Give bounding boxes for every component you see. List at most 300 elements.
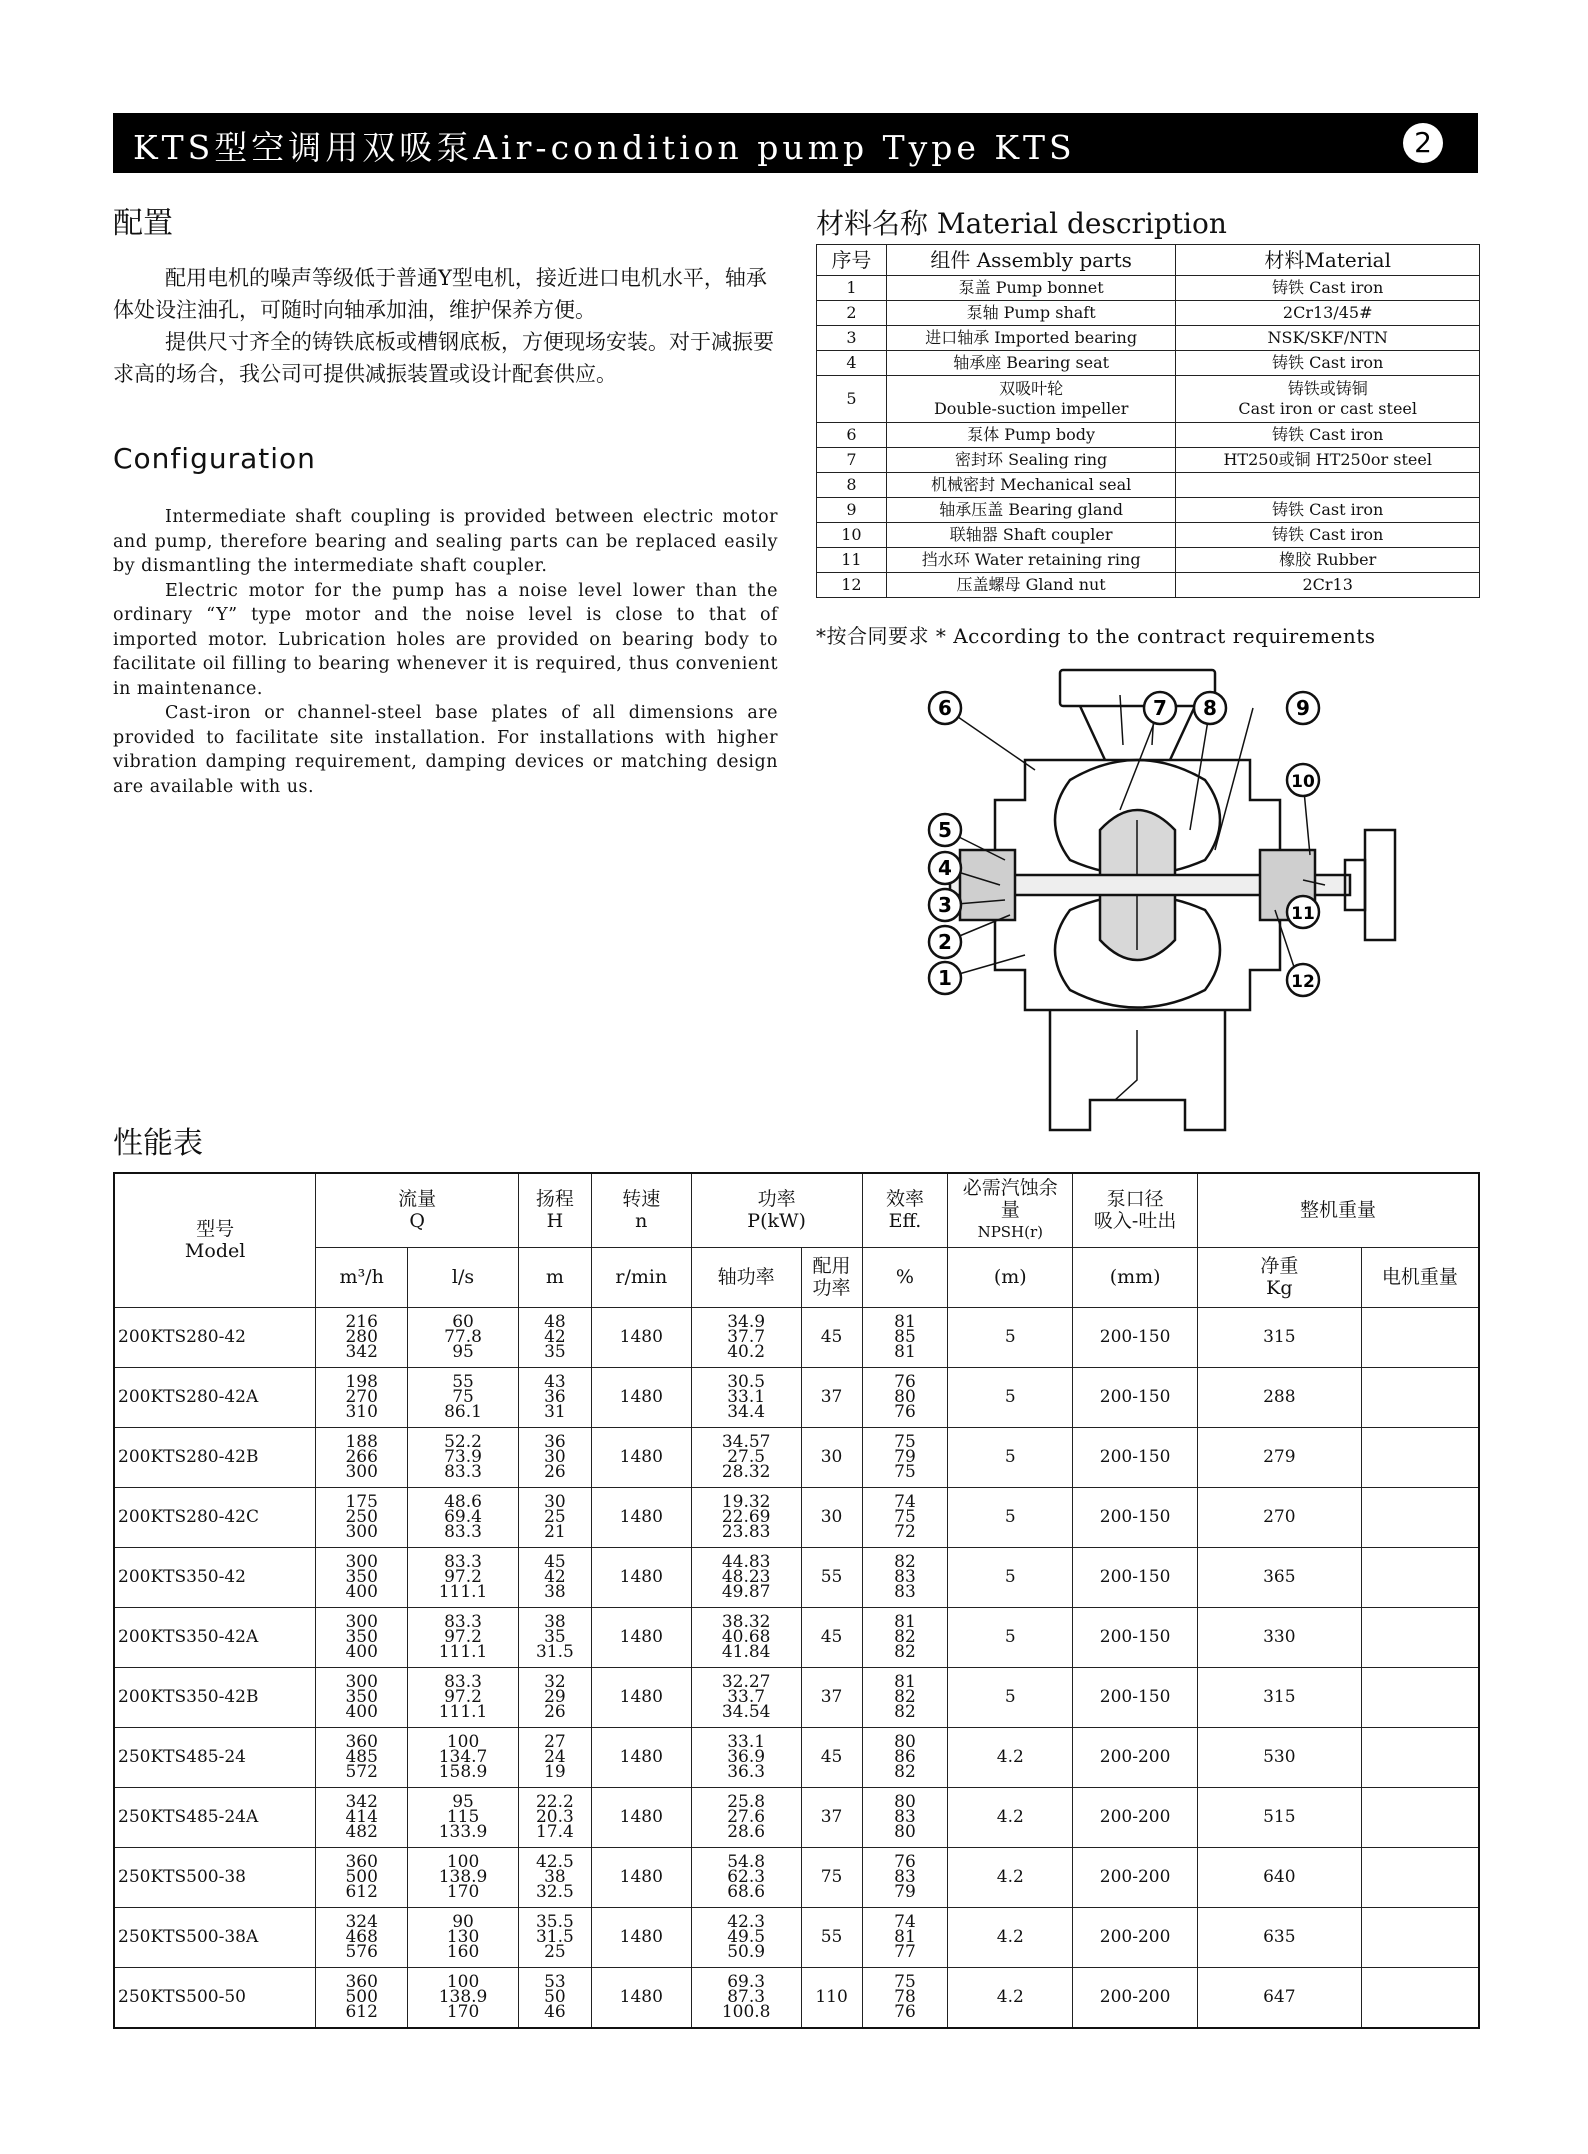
th-unit-npsh: (m): [948, 1247, 1073, 1307]
th-unit-rpm: r/min: [591, 1247, 691, 1307]
svg-text:10: 10: [1291, 772, 1315, 792]
cell-motor-weight: [1361, 1487, 1479, 1547]
cell-flow-ls-value: 111.1: [438, 1581, 488, 1602]
cell-efficiency-value: 74: [894, 1491, 916, 1512]
cell-npsh: 4.2: [948, 1907, 1073, 1967]
cell-head: [518, 1607, 591, 1667]
cell-flow-m3h-value: 300: [345, 1461, 378, 1482]
cell-shaft-power-value: 30.5: [727, 1371, 766, 1392]
cell-head-value: 35: [544, 1626, 566, 1647]
table-row: [817, 351, 1480, 376]
callout-12: [1287, 964, 1319, 996]
cell-model: 200KTS280-42C: [114, 1487, 316, 1547]
cell-shaft-power-value: 68.6: [727, 1881, 766, 1902]
cell-no: 11: [817, 548, 887, 573]
cell-port: 200-200: [1073, 1967, 1198, 2028]
cell-shaft-power-value: 28.6: [727, 1821, 766, 1842]
table-row: [114, 1667, 1479, 1727]
cell-flow-ls-value: 83.3: [444, 1611, 482, 1632]
cell-model: 200KTS350-42A: [114, 1607, 316, 1667]
cell-flow-m3h-value: 572: [345, 1761, 378, 1782]
cell-shaft-power-value: 25.8: [727, 1791, 766, 1812]
th-head: 扬程 H: [518, 1173, 591, 1247]
svg-text:6: 6: [938, 696, 952, 720]
cell-shaft-power-value: 36.9: [727, 1746, 766, 1767]
cell-head: [518, 1847, 591, 1907]
cell-net-weight: 330: [1198, 1607, 1362, 1667]
table-row: [817, 326, 1480, 351]
cell-flow-m3h-value: 400: [345, 1701, 378, 1722]
cell-head-value: 20.3: [535, 1806, 574, 1827]
config-cn-heading: 配置: [113, 206, 173, 241]
cell-net-weight: 315: [1198, 1307, 1362, 1367]
cn-paragraph: 提供尺寸齐全的铸铁底板或槽钢底板，方便现场安装。对于减振要求高的场合，我公司可提供减振装置或设计配套供应。: [113, 330, 774, 386]
cell-speed: 1480: [591, 1787, 691, 1847]
cell-motor-power: 45: [801, 1727, 862, 1787]
cell-efficiency-value: 76: [894, 1851, 916, 1872]
cell-flow-m3h: [316, 1547, 408, 1607]
cell-part: 机械密封 Mechanical seal: [886, 473, 1176, 498]
cell-shaft-power-value: 19.32: [721, 1491, 771, 1512]
cell-flow-m3h-value: 400: [345, 1641, 378, 1662]
cell-speed: 1480: [591, 1907, 691, 1967]
materials-heading: 材料名称 Material description: [816, 207, 1227, 240]
cell-flow-ls-value: 83.3: [444, 1461, 482, 1482]
cell-efficiency-value: 85: [894, 1326, 916, 1347]
cell-port: 200-200: [1073, 1847, 1198, 1907]
cn-paragraph: 配用电机的噪声等级低于普通Y型电机，接近进口电机水平，轴承体处设注油孔，可随时向轴承加油，维护保养方便。: [113, 266, 767, 322]
table-row: [817, 498, 1480, 523]
cell-material: [1176, 376, 1480, 423]
cell-model: 250KTS485-24A: [114, 1787, 316, 1847]
part-cn: 双吸叶轮: [999, 379, 1064, 398]
cell-motor-power: 55: [801, 1907, 862, 1967]
cell-head-value: 30: [544, 1446, 566, 1467]
th-npsh: 必需汽蚀余量 NPSH(r): [948, 1173, 1073, 1247]
cell-efficiency-value: 76: [894, 2001, 916, 2022]
cell-flow-m3h-value: 468: [345, 1926, 378, 1947]
config-en-heading: Configuration: [113, 442, 316, 475]
cell-flow-ls-value: 134.7: [438, 1746, 488, 1767]
cell-flow-m3h-value: 360: [345, 1731, 378, 1752]
cell-head: [518, 1427, 591, 1487]
cell-flow-m3h-value: 360: [345, 1971, 378, 1992]
th-speed: 转速 n: [591, 1173, 691, 1247]
cell-flow-ls-value: 90: [452, 1911, 474, 1932]
en-paragraph: Cast-iron or channel-steel base plates of all dimensions are provided to facilitate site installation. For installations with higher vibration damping requirement, damping devices or matching design are available with us.: [113, 703, 778, 797]
cell-efficiency-value: 74: [894, 1911, 916, 1932]
cell-flow-m3h-value: 350: [345, 1626, 378, 1647]
cell-efficiency-value: 81: [894, 1926, 916, 1947]
svg-text:5: 5: [938, 818, 952, 842]
cell-efficiency: [862, 1907, 948, 1967]
svg-text:11: 11: [1291, 904, 1315, 924]
cell-efficiency-value: 86: [894, 1746, 916, 1767]
cell-port: 200-150: [1073, 1427, 1198, 1487]
cell-flow-ls-value: 60: [452, 1311, 474, 1332]
th-flow: 流量 Q: [316, 1173, 519, 1247]
part-en: Double-suction impeller: [933, 399, 1129, 418]
cell-head-value: 45: [544, 1551, 566, 1572]
col-header: 组件 Assembly parts: [886, 245, 1176, 276]
cell-flow-ls-value: 83.3: [444, 1521, 482, 1542]
cell-model: 250KTS500-38: [114, 1847, 316, 1907]
cell-efficiency-value: 76: [894, 1401, 916, 1422]
th-model: 型号 Model: [114, 1173, 316, 1307]
cell-speed: 1480: [591, 1967, 691, 2028]
cell-flow-ls: [408, 1307, 519, 1367]
table-row: [114, 1727, 1479, 1787]
cell-material: 铸铁 Cast iron: [1176, 276, 1480, 301]
cell-shaft-power: [691, 1367, 801, 1427]
cell-port: 200-150: [1073, 1607, 1198, 1667]
cell-efficiency-value: 82: [894, 1761, 916, 1782]
material-cn: 铸铁或铸铜: [1287, 379, 1368, 398]
cell-flow-ls-value: 130: [446, 1926, 480, 1947]
cell-flow-m3h: [316, 1727, 408, 1787]
th-unit-pct: %: [862, 1247, 948, 1307]
cell-shaft-power: [691, 1427, 801, 1487]
cell-efficiency: [862, 1487, 948, 1547]
cell-model: 250KTS485-24: [114, 1727, 316, 1787]
cell-flow-m3h: [316, 1307, 408, 1367]
cell-efficiency-value: 81: [894, 1341, 916, 1362]
cell-flow-ls-value: 48.6: [444, 1491, 482, 1512]
cell-flow-m3h-value: 342: [345, 1791, 378, 1812]
svg-text:7: 7: [1153, 696, 1167, 720]
cell-efficiency: [862, 1547, 948, 1607]
material-en: Cast iron or cast steel: [1238, 399, 1417, 418]
cell-motor-weight: [1361, 1787, 1479, 1847]
cell-shaft-power-value: 33.1: [727, 1386, 766, 1407]
cell-efficiency-value: 75: [894, 1431, 916, 1452]
cell-efficiency-value: 82: [894, 1686, 916, 1707]
cell-head-value: 35.5: [535, 1911, 574, 1932]
cell-motor-weight: [1361, 1667, 1479, 1727]
cell-shaft-power-value: 44.83: [721, 1551, 771, 1572]
cell-shaft-power: [691, 1967, 801, 2028]
table-row: [817, 376, 1480, 423]
cell-flow-ls-value: 170: [446, 1881, 480, 1902]
cell-flow-ls: [408, 1727, 519, 1787]
cell-head-value: 29: [544, 1686, 566, 1707]
cell-motor-weight: [1361, 1307, 1479, 1367]
cell-shaft-power-value: 33.7: [727, 1686, 766, 1707]
cell-no: 3: [817, 326, 887, 351]
cell-shaft-power: [691, 1847, 801, 1907]
cell-flow-m3h-value: 612: [345, 2001, 378, 2022]
cell-shaft-power: [691, 1787, 801, 1847]
cell-head-value: 38: [544, 1866, 566, 1887]
cell-net-weight: 288: [1198, 1367, 1362, 1427]
cell-shaft-power-value: 48.23: [721, 1566, 771, 1587]
cell-motor-weight: [1361, 1427, 1479, 1487]
page-header: [113, 113, 1478, 173]
cell-speed: 1480: [591, 1307, 691, 1367]
cell-efficiency: [862, 1727, 948, 1787]
cell-npsh: 4.2: [948, 1847, 1073, 1907]
cell-speed: 1480: [591, 1607, 691, 1667]
cell-speed: 1480: [591, 1367, 691, 1427]
cell-shaft-power-value: 49.5: [727, 1926, 766, 1947]
cell-net-weight: 270: [1198, 1487, 1362, 1547]
cell-no: 12: [817, 573, 887, 598]
table-row: [114, 1967, 1479, 2028]
cell-head-value: 31.5: [535, 1926, 574, 1947]
cell-motor-power: 37: [801, 1667, 862, 1727]
cell-part: 轴承座 Bearing seat: [886, 351, 1176, 376]
cell-speed: 1480: [591, 1427, 691, 1487]
cell-head-value: 31: [544, 1401, 566, 1422]
cell-shaft-power: [691, 1307, 801, 1367]
cell-flow-m3h-value: 414: [345, 1806, 378, 1827]
cell-head: [518, 1547, 591, 1607]
cell-efficiency-value: 82: [894, 1701, 916, 1722]
cell-flow-m3h-value: 324: [345, 1911, 378, 1932]
cell-material: 2Cr13: [1176, 573, 1480, 598]
cell-part: 泵体 Pump body: [886, 423, 1176, 448]
cell-flow-m3h-value: 612: [345, 1881, 378, 1902]
cell-motor-power: 45: [801, 1607, 862, 1667]
cell-port: 200-200: [1073, 1787, 1198, 1847]
cell-flow-m3h-value: 350: [345, 1566, 378, 1587]
cell-shaft-power-value: 34.57: [721, 1431, 771, 1452]
cell-motor-weight: [1361, 1727, 1479, 1787]
cell-shaft-power-value: 42.3: [727, 1911, 766, 1932]
cell-npsh: 4.2: [948, 1727, 1073, 1787]
cell-head: [518, 1367, 591, 1427]
cell-part: 轴承压盖 Bearing gland: [886, 498, 1176, 523]
cell-part: 密封环 Sealing ring: [886, 448, 1176, 473]
cell-flow-ls-value: 83.3: [444, 1551, 482, 1572]
cell-flow-ls-value: 100: [446, 1971, 480, 1992]
cell-efficiency-value: 83: [894, 1806, 916, 1827]
cell-efficiency-value: 81: [894, 1611, 916, 1632]
cell-shaft-power: [691, 1667, 801, 1727]
cell-flow-m3h-value: 310: [345, 1401, 378, 1422]
cell-flow-m3h-value: 350: [345, 1686, 378, 1707]
table-row: [817, 301, 1480, 326]
cell-efficiency: [862, 1307, 948, 1367]
cell-net-weight: 365: [1198, 1547, 1362, 1607]
cell-model: 200KTS280-42B: [114, 1427, 316, 1487]
cell-flow-ls-value: 111.1: [438, 1701, 488, 1722]
cell-port: 200-200: [1073, 1907, 1198, 1967]
cell-head-value: 35: [544, 1341, 566, 1362]
cell-net-weight: 279: [1198, 1427, 1362, 1487]
cell-shaft-power-value: 50.9: [727, 1941, 766, 1962]
cell-head-value: 38: [544, 1611, 566, 1632]
cell-port: 200-150: [1073, 1547, 1198, 1607]
cell-efficiency-value: 83: [894, 1866, 916, 1887]
table-row: [817, 573, 1480, 598]
cell-head-value: 25: [544, 1506, 566, 1527]
perf-body: [114, 1307, 1479, 2028]
cell-efficiency-value: 75: [894, 1971, 916, 1992]
cell-motor-power: 37: [801, 1787, 862, 1847]
cell-motor-power: 110: [801, 1967, 862, 2028]
cell-flow-ls-value: 86.1: [444, 1401, 482, 1422]
cell-flow-m3h-value: 188: [345, 1431, 378, 1452]
cell-material: NSK/SKF/NTN: [1176, 326, 1480, 351]
cell-material: 2Cr13/45#: [1176, 301, 1480, 326]
cell-head: [518, 1967, 591, 2028]
cell-flow-ls-value: 69.4: [444, 1506, 482, 1527]
cell-net-weight: 515: [1198, 1787, 1362, 1847]
cell-head-value: 36: [544, 1386, 566, 1407]
th-power: 功率 P(kW): [691, 1173, 862, 1247]
cell-material: 铸铁 Cast iron: [1176, 351, 1480, 376]
cell-flow-ls-value: 55: [452, 1371, 474, 1392]
cell-head: [518, 1727, 591, 1787]
table-row: [114, 1367, 1479, 1427]
materials-header-row: [817, 245, 1480, 276]
cell-flow-m3h: [316, 1667, 408, 1727]
cell-shaft-power-value: 22.69: [721, 1506, 771, 1527]
cell-head-value: 42: [544, 1326, 566, 1347]
cell-flow-m3h-value: 270: [345, 1386, 378, 1407]
cell-flow-ls-value: 95: [452, 1341, 474, 1362]
cell-material: 橡胶 Rubber: [1176, 548, 1480, 573]
cell-flow-ls: [408, 1427, 519, 1487]
cell-efficiency-value: 81: [894, 1311, 916, 1332]
cell-net-weight: 530: [1198, 1727, 1362, 1787]
cell-model: 200KTS350-42B: [114, 1667, 316, 1727]
cell-efficiency-value: 76: [894, 1371, 916, 1392]
table-row: [817, 423, 1480, 448]
cell-flow-ls: [408, 1667, 519, 1727]
cell-npsh: 4.2: [948, 1967, 1073, 2028]
cell-flow-m3h-value: 342: [345, 1341, 378, 1362]
cell-npsh: 5: [948, 1427, 1073, 1487]
cell-head-value: 42.5: [535, 1851, 574, 1872]
svg-text:9: 9: [1296, 696, 1310, 720]
cell-flow-m3h-value: 500: [345, 1986, 378, 2007]
cell-npsh: 5: [948, 1547, 1073, 1607]
cell-efficiency-value: 82: [894, 1551, 916, 1572]
cell-motor-weight: [1361, 1847, 1479, 1907]
cell-efficiency-value: 80: [894, 1791, 916, 1812]
cell-efficiency-value: 83: [894, 1581, 916, 1602]
callout-8: [1194, 692, 1226, 724]
cell-flow-ls-value: 97.2: [444, 1626, 482, 1647]
cell-flow-m3h-value: 266: [345, 1446, 378, 1467]
cell-model: 250KTS500-50: [114, 1967, 316, 2028]
cell-net-weight: 635: [1198, 1907, 1362, 1967]
svg-text:1: 1: [938, 966, 952, 990]
cell-flow-ls: [408, 1607, 519, 1667]
cell-shaft-power-value: 27.6: [727, 1806, 766, 1827]
cell-efficiency-value: 80: [894, 1386, 916, 1407]
cell-no: 9: [817, 498, 887, 523]
cell-efficiency: [862, 1787, 948, 1847]
cell-shaft-power-value: 27.5: [727, 1446, 766, 1467]
cell-flow-m3h: [316, 1847, 408, 1907]
callout-2: [929, 926, 961, 958]
cell-flow-ls-value: 77.8: [444, 1326, 482, 1347]
cell-flow-ls-value: 160: [446, 1941, 480, 1962]
table-row: [817, 523, 1480, 548]
svg-text:8: 8: [1203, 696, 1217, 720]
cell-flow-ls: [408, 1907, 519, 1967]
cell-material: 铸铁 Cast iron: [1176, 498, 1480, 523]
cell-npsh: 5: [948, 1607, 1073, 1667]
cell-flow-m3h-value: 576: [345, 1941, 378, 1962]
cell-flow-ls-value: 138.9: [438, 1866, 488, 1887]
cell-material: 铸铁 Cast iron: [1176, 423, 1480, 448]
cell-part: 压盖螺母 Gland nut: [886, 573, 1176, 598]
table-row: [114, 1547, 1479, 1607]
cell-head: [518, 1907, 591, 1967]
cell-flow-ls-value: 133.9: [438, 1821, 488, 1842]
col-header: 材料Material: [1176, 245, 1480, 276]
cell-part: 联轴器 Shaft coupler: [886, 523, 1176, 548]
cell-flow-ls: [408, 1847, 519, 1907]
cell-motor-power: 55: [801, 1547, 862, 1607]
svg-text:12: 12: [1291, 972, 1315, 992]
cell-head-value: 42: [544, 1566, 566, 1587]
cell-shaft-power-value: 36.3: [727, 1761, 766, 1782]
cell-head: [518, 1307, 591, 1367]
cell-part: 泵盖 Pump bonnet: [886, 276, 1176, 301]
cell-head-value: 27: [544, 1731, 566, 1752]
svg-text:2: 2: [938, 930, 952, 954]
cell-no: 10: [817, 523, 887, 548]
cell-head-value: 38: [544, 1581, 566, 1602]
cell-net-weight: 315: [1198, 1667, 1362, 1727]
cell-head-value: 24: [544, 1746, 566, 1767]
cell-efficiency-value: 82: [894, 1641, 916, 1662]
cell-shaft-power-value: 40.2: [727, 1341, 766, 1362]
cell-port: 200-150: [1073, 1307, 1198, 1367]
table-row: [114, 1307, 1479, 1367]
cell-flow-m3h-value: 300: [345, 1671, 378, 1692]
cell-port: 200-200: [1073, 1727, 1198, 1787]
cell-flow-ls: [408, 1487, 519, 1547]
th-eff: 效率 Eff.: [862, 1173, 948, 1247]
cell-shaft-power-value: 37.7: [727, 1326, 766, 1347]
cell-efficiency-value: 75: [894, 1461, 916, 1482]
th-port: 泵口径 吸入-吐出: [1073, 1173, 1198, 1247]
cell-efficiency-value: 80: [894, 1731, 916, 1752]
cell-head-value: 32: [544, 1671, 566, 1692]
cell-head-value: 31.5: [535, 1641, 574, 1662]
cell-flow-ls-value: 52.2: [444, 1431, 482, 1452]
cell-no: 6: [817, 423, 887, 448]
cell-shaft-power-value: 87.3: [727, 1986, 766, 2007]
cell-motor-weight: [1361, 1607, 1479, 1667]
cell-flow-ls-value: 170: [446, 2001, 480, 2022]
cell-flow-m3h-value: 485: [345, 1746, 378, 1767]
cell-efficiency-value: 80: [894, 1821, 916, 1842]
cell-shaft-power-value: 69.3: [727, 1971, 766, 1992]
cell-efficiency-value: 77: [894, 1941, 916, 1962]
cell-flow-m3h-value: 500: [345, 1866, 378, 1887]
callout-9: [1287, 692, 1319, 724]
cell-speed: 1480: [591, 1547, 691, 1607]
cell-model: 250KTS500-38A: [114, 1907, 316, 1967]
cell-head-value: 26: [544, 1701, 566, 1722]
cell-port: 200-150: [1073, 1367, 1198, 1427]
cell-flow-m3h-value: 300: [345, 1521, 378, 1542]
cell-flow-ls-value: 158.9: [438, 1761, 488, 1782]
cell-shaft-power-value: 38.32: [721, 1611, 771, 1632]
cell-head-value: 17.4: [535, 1821, 574, 1842]
cell-efficiency-value: 81: [894, 1671, 916, 1692]
cell-flow-m3h: [316, 1367, 408, 1427]
pump-sectional-drawing: [905, 660, 1405, 1160]
cell-efficiency: [862, 1367, 948, 1427]
